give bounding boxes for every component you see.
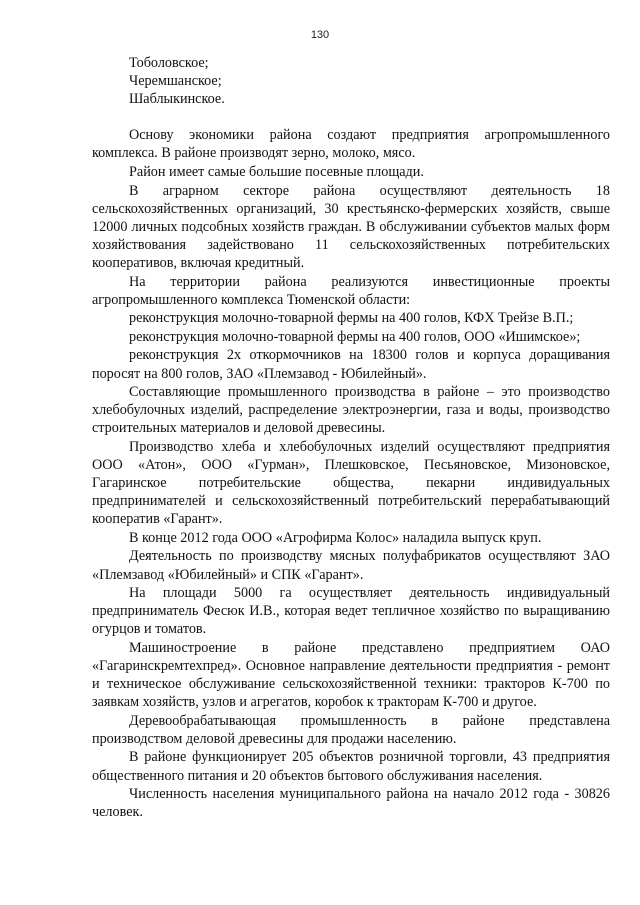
paragraph-woodworking: Деревообрабатывающая промышленность в районе представлена производством деловой древесины для продажи населению. [92, 712, 610, 747]
paragraph-sown-areas: Район имеет самые большие посевные площади. [129, 163, 424, 180]
settlement-list-item: Шаблыкинское. [129, 91, 225, 108]
paragraph-economy-basis: Основу экономики района создают предприятия агропромышленного комплекса. В районе производят зерно, молоко, мясо. [92, 127, 610, 162]
paragraph-meat-products: Деятельность по производству мясных полуфабрикатов осуществляют ЗАО «Племзавод «Юбилейный» и СПК «Гарант». [92, 548, 610, 583]
paragraph-cereals: В конце 2012 года ООО «Агрофирма Колос» наладила выпуск круп. [129, 529, 542, 546]
page-number: 130 [310, 29, 330, 41]
paragraph-bread-production: Производство хлеба и хлебобулочных изделий осуществляют предприятия ООО «Атон», ООО «Гурман», Плешковское, Песьяновское, Мизоновское, Гагаринское потребительские общества, пекарни индивидуальных предпринимателей и сельскохозяйственный потребительский перерабатывающий кооператив «Гарант». [92, 438, 610, 528]
paragraph-spacer [92, 108, 610, 126]
paragraph-agrarian-sector: В аграрном секторе района осуществляют деятельность 18 сельскохозяйственных организаций, 30 крестьянско-фермерских хозяйств, свыше 12000 личных подсобных хозяйств граждан. В обслуживании субъектов малых форм хозяйствования задействовано 11 сельскохозяйственных потребительских кооперативов, включая кредитный. [92, 182, 610, 271]
settlement-list-item: Черемшанское; [129, 73, 222, 90]
settlement-list-item: Тоболовское; [129, 55, 209, 71]
document-body [92, 54, 610, 821]
paragraph-project-treize: реконструкция молочно-товарной фермы на 400 голов, КФХ Трейзе В.П.; [129, 310, 574, 327]
paragraph-industry-components: Составляющие промышленного производства в районе – это производство хлебобулочных изделий, распределение электроэнергии, газа и воды, производство строительных материалов и деловой древесины. [92, 384, 610, 437]
paragraph-greenhouse: На площади 5000 га осуществляет деятельность индивидуальный предприниматель Фесюк И.В., которая ведет тепличное хозяйство по выращиванию огурцов и томатов. [92, 585, 610, 638]
paragraph-project-plemzavod: реконструкция 2х откормочников на 18300 голов и корпуса доращивания поросят на 800 голов, ЗАО «Племзавод - Юбилейный». [92, 347, 610, 382]
paragraph-machine-building: Машиностроение в районе представлено предприятием ОАО «Гагаринскремтехпред». Основное направление деятельности предприятия - ремонт и техническое обслуживание сельскохозяйственной техники: тракторов К-700 по заявкам хозяйств, узлов и агрегатов, коробок к тракторам К-700 и другое. [92, 639, 610, 711]
paragraph-population: Численность населения муниципального района на начало 2012 года - 30826 человек. [92, 786, 610, 821]
paragraph-project-ishimskoe: реконструкция молочно-товарной фермы на 400 голов, ООО «Ишимское»; [129, 328, 581, 345]
paragraph-retail: В районе функционирует 205 объектов розничной торговли, 43 предприятия общественного питания и 20 объектов бытового обслуживания населения. [92, 749, 610, 784]
paragraph-investment-projects: На территории района реализуются инвестиционные проекты агропромышленного комплекса Тюменской области: [92, 273, 610, 308]
